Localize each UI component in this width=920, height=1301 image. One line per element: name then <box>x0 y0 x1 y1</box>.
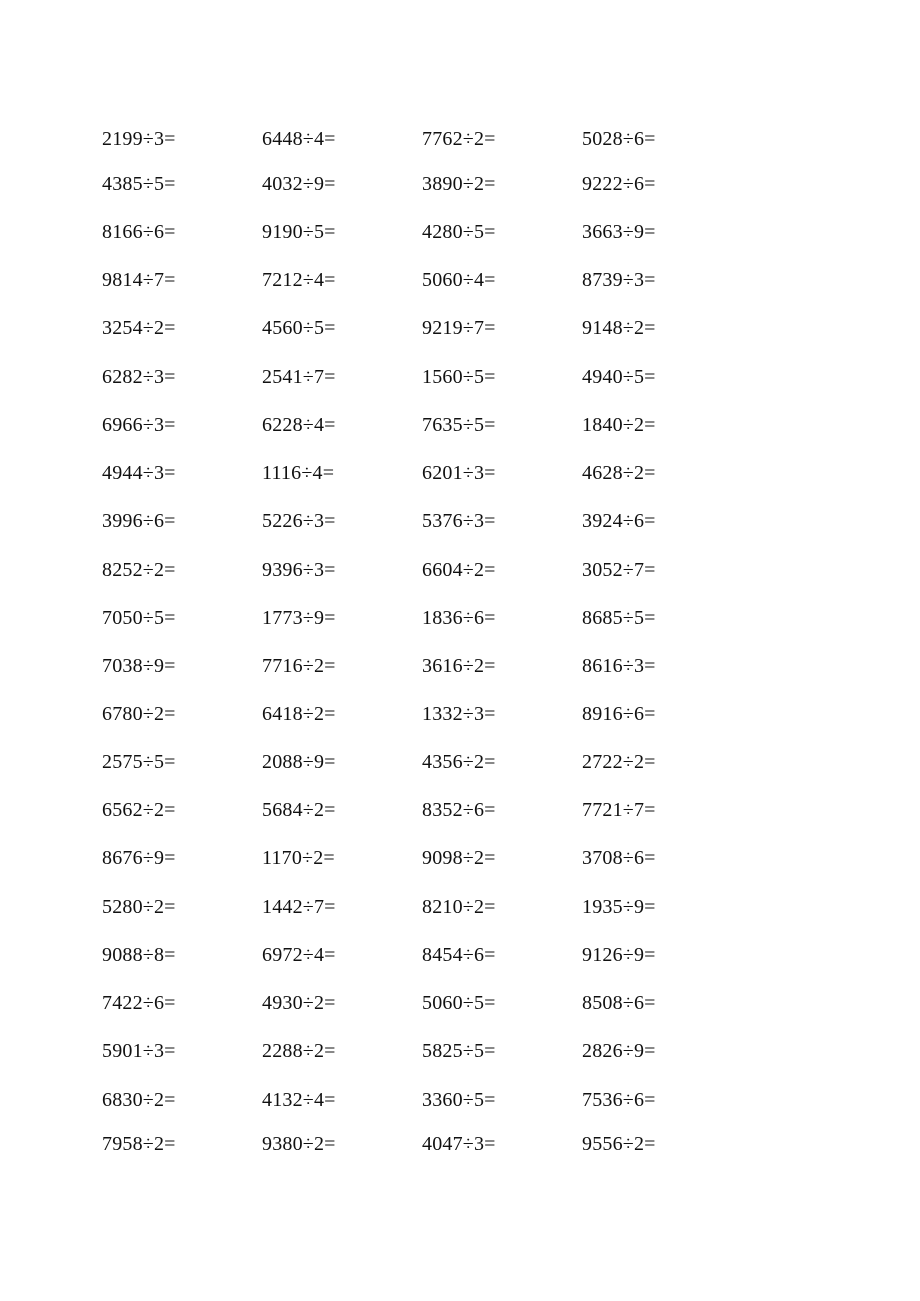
division-problem: 6562÷2= <box>102 799 176 821</box>
division-problem: 5901÷3= <box>102 1040 176 1062</box>
division-problem: 8676÷9= <box>102 847 176 869</box>
division-problem: 3254÷2= <box>102 317 176 339</box>
division-problem: 3996÷6= <box>102 510 176 532</box>
division-problem: 1773÷9= <box>262 607 336 629</box>
division-problem: 7721÷7= <box>582 799 656 821</box>
division-problem: 8739÷3= <box>582 269 656 291</box>
division-problem: 4944÷3= <box>102 462 176 484</box>
division-problem: 5226÷3= <box>262 510 336 532</box>
division-problem: 7716÷2= <box>262 655 336 677</box>
division-problem: 2826÷9= <box>582 1040 656 1062</box>
division-problem: 4628÷2= <box>582 462 656 484</box>
division-problem: 6228÷4= <box>262 414 336 436</box>
division-problem: 9126÷9= <box>582 944 656 966</box>
division-problem: 5280÷2= <box>102 896 176 918</box>
division-problem: 9098÷2= <box>422 847 496 869</box>
division-problem: 1560÷5= <box>422 366 496 388</box>
division-problem: 6830÷2= <box>102 1089 176 1111</box>
division-problem: 1170÷2= <box>262 847 335 869</box>
division-problem: 5060÷4= <box>422 269 496 291</box>
division-problem: 8352÷6= <box>422 799 496 821</box>
division-problem: 5060÷5= <box>422 992 496 1014</box>
division-problem: 9219÷7= <box>422 317 496 339</box>
division-problem: 3890÷2= <box>422 173 496 195</box>
division-problem: 4560÷5= <box>262 317 336 339</box>
division-problem: 4930÷2= <box>262 992 336 1014</box>
division-problem: 3708÷6= <box>582 847 656 869</box>
division-problem: 6418÷2= <box>262 703 336 725</box>
division-problem: 2541÷7= <box>262 366 336 388</box>
division-problem: 5376÷3= <box>422 510 496 532</box>
division-problem: 7762÷2= <box>422 128 496 150</box>
division-problem: 6972÷4= <box>262 944 336 966</box>
division-problem: 8252÷2= <box>102 559 176 581</box>
division-problem: 1840÷2= <box>582 414 656 436</box>
division-problem: 6282÷3= <box>102 366 176 388</box>
division-problem: 3052÷7= <box>582 559 656 581</box>
division-problem: 3360÷5= <box>422 1089 496 1111</box>
division-problem: 2575÷5= <box>102 751 176 773</box>
division-problem: 4280÷5= <box>422 221 496 243</box>
division-problem: 9088÷8= <box>102 944 176 966</box>
division-problem: 6201÷3= <box>422 462 496 484</box>
division-problem: 6448÷4= <box>262 128 336 150</box>
division-problem: 6966÷3= <box>102 414 176 436</box>
division-problem: 4385÷5= <box>102 173 176 195</box>
division-problem: 3616÷2= <box>422 655 496 677</box>
division-problem: 2199÷3= <box>102 128 176 150</box>
division-problem: 2288÷2= <box>262 1040 336 1062</box>
division-problem: 1116÷4= <box>262 462 335 484</box>
division-problem: 7212÷4= <box>262 269 336 291</box>
division-problem: 3663÷9= <box>582 221 656 243</box>
division-problem: 1332÷3= <box>422 703 496 725</box>
division-problem: 4132÷4= <box>262 1089 336 1111</box>
division-problem: 8454÷6= <box>422 944 496 966</box>
division-problem: 7958÷2= <box>102 1133 176 1155</box>
division-problem: 9190÷5= <box>262 221 336 243</box>
division-problem: 8508÷6= <box>582 992 656 1014</box>
division-problem: 7038÷9= <box>102 655 176 677</box>
division-problem: 7635÷5= <box>422 414 496 436</box>
division-problem: 9380÷2= <box>262 1133 336 1155</box>
division-problem: 3924÷6= <box>582 510 656 532</box>
division-problem: 9222÷6= <box>582 173 656 195</box>
division-problem: 1935÷9= <box>582 896 656 918</box>
division-problem: 8916÷6= <box>582 703 656 725</box>
division-problem: 2088÷9= <box>262 751 336 773</box>
division-problem: 4356÷2= <box>422 751 496 773</box>
division-problem: 7536÷6= <box>582 1089 656 1111</box>
division-problem: 8616÷3= <box>582 655 656 677</box>
division-problem: 8210÷2= <box>422 896 496 918</box>
division-problem: 8685÷5= <box>582 607 656 629</box>
division-problem: 5825÷5= <box>422 1040 496 1062</box>
division-problem: 2722÷2= <box>582 751 656 773</box>
division-problem: 5028÷6= <box>582 128 656 150</box>
division-problem: 9396÷3= <box>262 559 336 581</box>
division-problem: 1442÷7= <box>262 896 336 918</box>
division-problem: 1836÷6= <box>422 607 496 629</box>
division-problem: 7050÷5= <box>102 607 176 629</box>
division-problem: 6604÷2= <box>422 559 496 581</box>
division-problem: 4032÷9= <box>262 173 336 195</box>
division-problem: 4940÷5= <box>582 366 656 388</box>
division-problem: 4047÷3= <box>422 1133 496 1155</box>
division-problem: 9148÷2= <box>582 317 656 339</box>
division-problem: 7422÷6= <box>102 992 176 1014</box>
division-problem: 9556÷2= <box>582 1133 656 1155</box>
division-problem: 8166÷6= <box>102 221 176 243</box>
division-problem: 5684÷2= <box>262 799 336 821</box>
division-problem: 6780÷2= <box>102 703 176 725</box>
division-problem: 9814÷7= <box>102 269 176 291</box>
